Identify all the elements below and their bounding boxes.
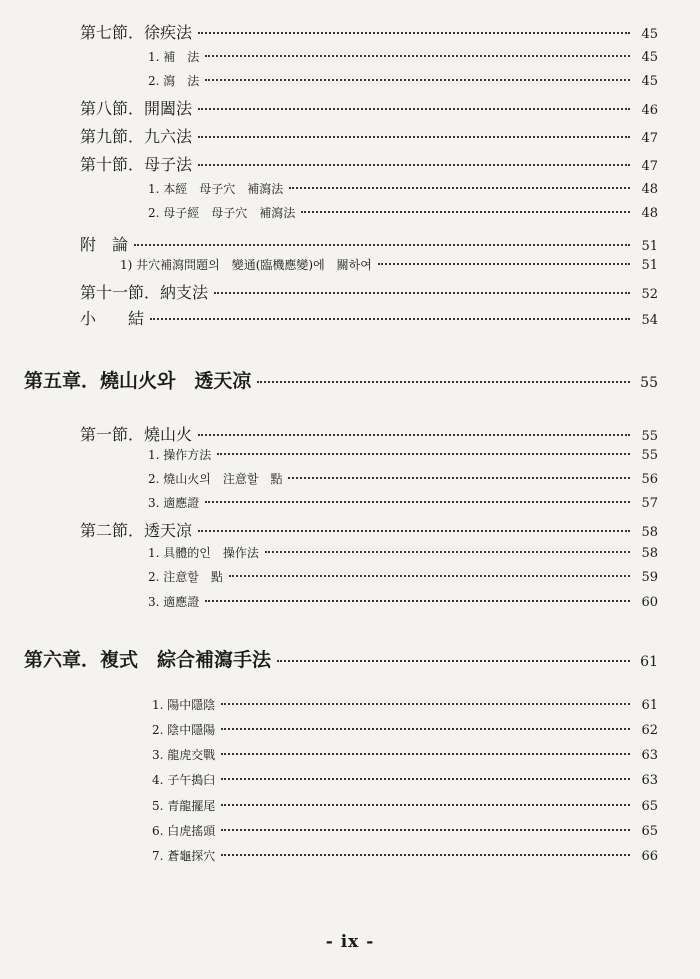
toc-entry-page: 54	[641, 313, 658, 328]
toc-entry-section[interactable]	[80, 20, 658, 43]
toc-entry-label: 3. 適應證	[148, 595, 200, 609]
toc-entry-label: 2. 陰中隱陽	[152, 723, 216, 737]
toc-entry-label: 1. 操作方法	[148, 448, 212, 462]
toc-entry-label: 第十節．母子法	[80, 155, 193, 174]
toc-entry-page: 57	[641, 496, 658, 511]
toc-entry-page: 60	[641, 595, 658, 610]
toc-entry-item[interactable]	[152, 822, 658, 839]
dot-leader	[205, 501, 630, 503]
toc-entry-page: 61	[641, 698, 658, 713]
toc-entry-label: 6. 白虎搖頭	[152, 824, 216, 838]
toc-entry-item[interactable]	[152, 696, 658, 713]
toc-entry-section[interactable]	[80, 518, 658, 541]
toc-entry-item[interactable]	[152, 746, 658, 763]
dot-leader	[205, 55, 630, 57]
toc-entry-label: 第八節．開闔法	[80, 99, 193, 118]
toc-entry-label: 3. 適應證	[148, 496, 200, 510]
dot-leader	[221, 703, 630, 705]
toc-entry-item[interactable]	[152, 771, 658, 788]
toc-entry-page: 48	[641, 182, 658, 197]
toc-entry-label: 2. 母子經 母子穴 補瀉法	[148, 206, 296, 220]
dot-leader	[289, 187, 630, 189]
toc-entry-section[interactable]	[80, 422, 658, 445]
toc-entry-label: 4. 子午搗臼	[152, 773, 216, 787]
toc-entry-label: 7. 蒼龜探穴	[152, 849, 216, 863]
dot-leader	[198, 32, 630, 34]
toc-entry-item[interactable]	[152, 721, 658, 738]
dot-leader	[221, 753, 630, 755]
dot-leader	[301, 211, 630, 213]
dot-leader	[214, 292, 630, 294]
dot-leader	[198, 434, 630, 436]
dot-leader	[198, 108, 630, 110]
toc-entry-label: 小 結	[80, 309, 145, 328]
toc-entry-section[interactable]	[80, 280, 658, 303]
toc-entry-label: 第九節．九六法	[80, 127, 193, 146]
toc-entry-page: 45	[641, 27, 658, 42]
toc-entry-label: 第二節．透天凉	[80, 521, 193, 540]
toc-entry-item[interactable]	[148, 494, 658, 511]
toc-entry-item[interactable]	[148, 568, 658, 585]
dot-leader	[221, 854, 630, 856]
toc-entry-page: 62	[641, 723, 658, 738]
toc-entry-item[interactable]	[148, 204, 658, 221]
toc-entry-label: 2. 瀉 法	[148, 74, 200, 88]
dot-leader	[198, 136, 630, 138]
toc-entry-label: 5. 青龍擺尾	[152, 799, 216, 813]
toc-entry-item[interactable]	[148, 48, 658, 65]
toc-entry-label: 2. 燒山火의 注意할 點	[148, 472, 283, 486]
dot-leader	[221, 829, 630, 831]
dot-leader	[257, 381, 630, 383]
toc-entry-page: 47	[641, 131, 658, 146]
toc-entry-label: 第十一節．納支法	[80, 283, 209, 302]
dot-leader	[288, 477, 630, 479]
toc-entry-item[interactable]	[148, 180, 658, 197]
toc-entry-item[interactable]	[152, 797, 658, 814]
dot-leader	[205, 79, 630, 81]
toc-entry-label: 附 論	[80, 235, 129, 254]
dot-leader	[221, 778, 630, 780]
dot-leader	[221, 728, 630, 730]
toc-entry-label: 1. 陽中隱陰	[152, 698, 216, 712]
toc-entry-page: 55	[641, 429, 658, 444]
toc-entry-label: 第七節．徐疾法	[80, 23, 193, 42]
toc-entry-section[interactable]	[80, 124, 658, 147]
toc-entry-page: 48	[641, 206, 658, 221]
toc-entry-chapter[interactable]	[24, 366, 658, 393]
toc-entry-page: 55	[641, 448, 658, 463]
toc-entry-label: 1. 本經 母子穴 補瀉法	[148, 182, 284, 196]
toc-entry-label: 第六章．複式 綜合補瀉手法	[24, 649, 272, 671]
toc-entry-page: 45	[641, 74, 658, 89]
dot-leader	[198, 164, 630, 166]
toc-entry-page: 52	[641, 287, 658, 302]
toc-entry-page: 51	[641, 239, 658, 254]
dot-leader	[205, 600, 630, 602]
toc-entry-label: 1. 具體的인 操作法	[148, 546, 259, 560]
toc-entry-page: 61	[640, 654, 658, 670]
toc-entry-label: 1. 補 法	[148, 50, 200, 64]
toc-entry-page: 66	[641, 849, 658, 864]
toc-entry-label: 第五章．燒山火와 透天凉	[24, 370, 252, 392]
toc-entry-page: 58	[641, 546, 658, 561]
toc-entry-label: 1) 井穴補瀉問題의 變通(臨機應變)에 關하여	[120, 258, 372, 272]
dot-leader	[229, 575, 630, 577]
toc-entry-item[interactable]	[148, 446, 658, 463]
toc-entry-page: 55	[640, 375, 658, 391]
toc-entry-section[interactable]	[80, 306, 658, 329]
toc-entry-section[interactable]	[80, 232, 658, 255]
toc-entry-item[interactable]	[148, 470, 658, 487]
toc-entry-page: 45	[641, 50, 658, 65]
dot-leader	[378, 263, 630, 265]
dot-leader	[198, 530, 630, 532]
toc-entry-section[interactable]	[80, 96, 658, 119]
toc-entry-item[interactable]	[152, 847, 658, 864]
dot-leader	[265, 551, 630, 553]
toc-entry-page: 58	[641, 525, 658, 540]
toc-entry-label: 2. 注意할 點	[148, 570, 223, 584]
toc-entry-page: 63	[641, 748, 658, 763]
toc-entry-page: 46	[641, 103, 658, 118]
toc-entry-page: 65	[641, 824, 658, 839]
toc-entry-page: 63	[641, 773, 658, 788]
toc-entry-label: 第一節．燒山火	[80, 425, 193, 444]
dot-leader	[217, 453, 630, 455]
toc-entry-item[interactable]	[148, 593, 658, 610]
page-number: - ix -	[325, 932, 375, 952]
toc-entry-page: 65	[641, 799, 658, 814]
toc-entry-item[interactable]	[148, 72, 658, 89]
toc-entry-item[interactable]	[148, 544, 658, 561]
dot-leader	[150, 318, 630, 320]
toc-entry-page: 56	[641, 472, 658, 487]
toc-entry-page: 47	[641, 159, 658, 174]
dot-leader	[277, 660, 630, 662]
toc-entry-section[interactable]	[80, 152, 658, 175]
toc-entry-page: 51	[641, 258, 658, 273]
toc-entry-chapter[interactable]	[24, 645, 658, 672]
toc-entry-page: 59	[641, 570, 658, 585]
dot-leader	[134, 244, 630, 246]
dot-leader	[221, 804, 630, 806]
toc-entry-item[interactable]	[120, 256, 658, 273]
toc-entry-label: 3. 龍虎交戰	[152, 748, 216, 762]
